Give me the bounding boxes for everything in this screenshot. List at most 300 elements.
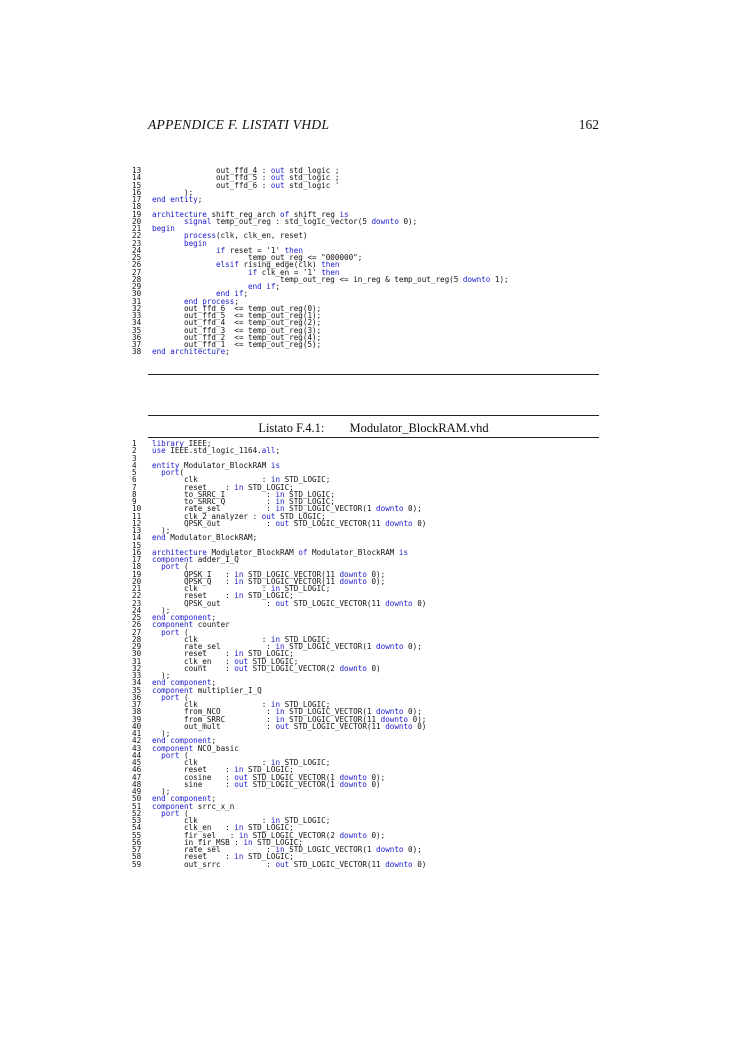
code-token: std_logic ' [284,180,340,190]
caption-label: Listato F.4.1: [258,421,325,435]
code-line [132,781,426,788]
code-keyword: in [270,758,281,767]
line-number: 15 [132,180,142,190]
code-token: STD_LOGIC_VECTOR(2 [248,663,340,673]
code-token: STD_LOGIC; [280,816,331,825]
code-keyword: downto [371,216,399,226]
line-number: 40 [132,721,142,731]
code-token: ( [179,750,189,760]
line-number: 28 [132,634,142,644]
code-listing-modulator [132,440,426,868]
code-token: clk : [152,475,271,485]
code-keyword: is [398,547,409,557]
code-token: ( [179,692,189,702]
code-keyword: downto [380,714,409,724]
line-number: 13 [132,526,142,535]
line-number: 21 [132,224,142,233]
code-keyword: architecture [152,209,207,219]
code-token: 0); [366,576,386,586]
line-number: 36 [132,332,142,342]
line-number: 26 [132,620,142,630]
code-line [132,723,426,730]
code-token: clk : [152,816,271,825]
code-token: rate_sel : [152,504,276,514]
code-keyword: in [270,700,281,709]
code-keyword: downto [385,859,413,869]
code-token: rate_sel : [152,845,276,854]
code-keyword: in [234,576,244,586]
code-token: STD_LOGIC_VECTOR(11 [289,598,386,608]
code-keyword: in [275,845,285,854]
line-number: 7 [132,482,137,492]
code-line [132,447,426,454]
code-listing-shift-reg [132,167,509,356]
code-keyword: out [234,656,249,666]
line-number: 19 [132,569,142,579]
code-token: STD_LOGIC_VECTOR(11 [289,859,386,869]
code-keyword: downto [376,845,404,854]
code-keyword: in [234,852,244,862]
code-keyword: downto [339,779,367,789]
code-keyword: in [234,823,244,833]
line-number: 18 [132,562,142,572]
code-token: reset : [152,649,235,659]
code-token: STD_LOGIC_VECTOR(11 [284,714,381,724]
line-number: 11 [132,511,142,521]
code-token: STD_LOGIC_VECTOR(1 [284,642,377,651]
code-keyword: in [275,504,285,514]
listing-end-rule [148,374,599,375]
line-number: 10 [132,504,142,514]
line-number: 3 [132,453,137,463]
line-number: 15 [132,540,142,550]
code-token: out_ffd_4 <= temp_out_reg(2); [152,318,322,328]
line-number: 8 [132,489,137,499]
code-token: STD_LOGIC_VECTOR(1 [248,779,340,789]
code-token: 0); [366,569,386,579]
code-keyword: downto [339,576,367,586]
chapter-title: APPENDICE F. LISTATI VHDL [148,117,330,132]
line-number: 19 [132,209,142,219]
code-token: out_ffd_3 <= temp_out_reg(3); [152,325,322,335]
line-number: 48 [132,779,142,789]
code-token: 0); [403,504,422,514]
code-keyword: process [184,231,217,241]
code-keyword: downto [376,707,404,717]
line-number: 52 [132,808,142,818]
code-keyword: in [275,714,285,724]
code-token: STD_LOGIC_VECTOR(2 [248,830,340,840]
code-keyword: in [234,569,244,579]
code-keyword: downto [339,772,367,782]
code-token: 0); [398,216,418,226]
code-token: reset : [152,482,235,492]
code-token: 0) [412,518,427,528]
code-token: STD_LOGIC; [280,634,331,644]
code-token: Modulator_BlockRAM [206,547,299,557]
code-token: QPSK_out : [152,598,276,608]
code-token: ; [275,446,281,456]
code-token: 0) [412,859,427,869]
code-keyword: in [243,837,253,847]
code-token: reset : [152,852,235,862]
code-line [132,665,426,672]
code-token: rate_sel : [152,642,276,651]
code-keyword: then [321,267,340,277]
code-token: clk : [152,584,271,593]
code-keyword: entity [152,460,180,470]
code-token: clk_en : [152,823,235,833]
code-token: out_mult : [152,721,276,731]
line-number: 5 [132,468,137,477]
code-keyword: in [234,765,244,775]
code-token: STD_LOGIC_VECTOR(1 [284,504,377,514]
code-token: STD_LOGIC; [252,837,303,847]
code-token: STD_LOGIC; [243,823,294,833]
code-keyword: component [152,743,194,753]
line-number: 9 [132,497,137,506]
code-token: (clk, clk_en, reset) [216,231,308,241]
code-keyword: component [152,620,194,630]
line-number: 17 [132,555,142,564]
code-keyword: in [234,649,244,659]
code-keyword: out [270,166,285,175]
code-token: out_ffd_2 <= temp_out_reg(4); [152,332,322,342]
code-token: ( [179,468,185,477]
code-keyword: port [161,750,180,760]
code-token: ; [211,613,217,622]
code-token: temp_out_reg <= in_reg & temp_out_reg(5 [152,274,463,284]
code-token: clk_en : [152,656,235,666]
code-keyword: then [284,245,303,255]
line-number: 27 [132,267,142,277]
code-token: 0); [403,642,422,651]
code-line [132,348,509,355]
code-keyword: port [161,692,180,702]
code-token: ; [243,289,249,299]
line-number: 26 [132,260,142,270]
code-token: IEEE.std_logic_1164. [165,446,262,456]
line-number: 47 [132,772,142,782]
line-number: 1 [132,439,137,448]
code-token: IEEE; [184,439,212,448]
line-number: 17 [132,195,142,204]
code-keyword: port [161,562,180,572]
code-token: ; [211,794,217,804]
line-number: 35 [132,685,142,695]
code-keyword: in [234,591,244,601]
code-keyword: downto [339,569,367,579]
line-number: 32 [132,303,142,313]
code-token: 1); [490,274,509,284]
code-token: fir_sel : [152,830,239,840]
code-text [152,860,426,869]
code-token: 0) [366,779,381,789]
code-token: STD_LOGIC; [275,511,326,521]
line-number: 49 [132,787,142,796]
line-number: 12 [132,518,142,528]
code-token: ); [152,605,171,615]
code-line [132,196,509,203]
code-token: STD_LOGIC; [280,758,331,767]
code-token: to_SRRC_I : [152,489,276,499]
code-keyword: if [248,267,258,277]
code-keyword: in [238,830,249,840]
code-token: shift_reg_arch [206,209,281,219]
code-token: out_ffd_6 <= temp_out_reg(0); [152,303,322,313]
code-text [152,347,230,356]
code-token: from_SRRC : [152,714,276,724]
code-token: 0); [403,707,422,717]
line-number: 44 [132,750,142,760]
code-token: ; [211,736,217,746]
code-keyword: in [275,707,285,717]
line-number: 41 [132,729,142,738]
code-keyword: end [152,533,166,543]
line-number: 27 [132,627,142,637]
line-number: 20 [132,216,142,226]
code-token: ); [152,526,171,535]
code-keyword: end component [152,794,212,804]
line-number: 24 [132,245,142,255]
code-token: STD_LOGIC_VECTOR(1 [284,845,377,854]
line-number: 28 [132,274,142,284]
code-token: ; [211,678,217,688]
line-number: 13 [132,166,142,175]
line-number: 55 [132,830,142,840]
code-token: clk : [152,758,271,767]
code-token: STD_LOGIC_VECTOR(1 [284,707,377,717]
line-number: 58 [132,852,142,862]
code-keyword: then [321,260,340,270]
code-keyword: end entity [152,195,198,204]
page-header [148,117,599,137]
code-token: QPSK_out : [152,518,276,528]
code-keyword: is [339,209,349,219]
line-number: 33 [132,671,142,680]
line-number: 54 [132,823,142,833]
code-token: out_ffd_5 : [152,173,271,183]
code-keyword: out [275,721,290,731]
code-token: shift_reg [289,209,340,219]
line-number: 21 [132,584,142,593]
code-token: ; [234,296,239,306]
line-number: 23 [132,598,142,608]
code-token: clk_2_analyzer : [152,511,262,521]
code-keyword: out [275,518,290,528]
code-keyword: out [275,598,290,608]
code-keyword: end if [216,289,244,299]
line-number: 36 [132,692,142,702]
code-token: STD_LOGIC; [243,765,294,775]
code-token: std_logic ; [284,173,340,183]
code-token: from_NCO : [152,707,276,717]
code-token: std_logic ; [284,166,340,175]
code-line [132,534,426,541]
line-number: 14 [132,533,142,543]
code-token: 0); [408,714,427,724]
code-keyword: port [161,468,180,477]
code-keyword: downto [385,518,413,528]
code-token: STD_LOGIC_VECTOR(1 [248,772,340,782]
line-number: 53 [132,816,142,825]
line-number: 51 [132,801,142,811]
code-token: ; [197,195,203,204]
code-keyword: elsif [216,260,239,270]
code-keyword: is [270,460,281,470]
code-keyword: if [216,245,226,255]
line-number: 35 [132,325,142,335]
code-token: sine : [152,779,235,789]
code-token: STD_LOGIC; [243,482,294,492]
code-token: out_ffd_6 : [152,180,271,190]
code-keyword: library [152,439,185,448]
code-line [132,218,509,225]
code-keyword: end component [152,613,212,622]
code-keyword: of [298,547,308,557]
line-number: 6 [132,475,137,485]
line-number: 31 [132,656,142,666]
code-keyword: component [152,685,194,695]
code-keyword: in [270,584,281,593]
code-token: 0); [403,845,422,854]
code-token: temp_out_reg : std_logic_vector(5 [211,216,372,226]
code-keyword: in [275,642,285,651]
code-token: STD_LOGIC; [280,475,331,485]
code-keyword: out [275,859,290,869]
line-number: 25 [132,253,142,262]
line-number: 34 [132,318,142,328]
code-keyword: out [270,173,285,183]
code-line [132,600,426,607]
code-keyword: signal [184,216,212,226]
code-keyword: use [152,446,166,456]
code-token: cosine : [152,772,235,782]
line-number: 45 [132,758,142,767]
caption-top-rule [148,415,599,416]
code-keyword: in [270,634,281,644]
code-token: STD_LOGIC_VECTOR(11 [289,518,386,528]
code-keyword: in [275,489,285,499]
line-number: 14 [132,173,142,183]
line-number: 30 [132,289,142,299]
code-keyword: architecture [152,547,207,557]
caption-bottom-rule [148,437,599,438]
line-number: 34 [132,678,142,688]
line-number: 42 [132,736,142,746]
line-number: 22 [132,591,142,601]
line-number: 25 [132,613,142,622]
code-keyword: port [161,627,180,637]
page-number: 162 [578,117,599,132]
code-token: STD_LOGIC; [284,497,335,506]
code-token: ); [152,729,171,738]
line-number: 2 [132,446,137,456]
line-number: 16 [132,187,142,197]
code-keyword: downto [462,274,491,284]
code-token: Modulator_BlockRAM [179,460,271,470]
code-keyword: out [234,663,249,673]
code-keyword: of [280,209,290,219]
code-token: reset = '1' [225,245,285,255]
code-keyword: downto [339,830,367,840]
line-number: 29 [132,642,142,651]
code-keyword: end component [152,736,212,746]
line-number: 38 [132,707,142,717]
code-token: rising_edge(clk) [238,260,322,270]
code-token: QPSK_I : [152,569,235,579]
code-token: multiplier_I_Q [193,685,262,695]
caption-filename: Modulator_BlockRAM.vhd [349,421,489,435]
line-number: 33 [132,311,142,320]
line-number: 30 [132,649,142,659]
code-keyword: downto [376,504,404,514]
code-keyword: end architecture [152,347,226,357]
code-keyword: in [234,482,244,492]
code-keyword: in [270,475,281,485]
line-number: 4 [132,460,137,470]
code-token: ; [225,347,230,357]
code-keyword: out [234,772,249,782]
code-token: out_ffd_1 <= temp_out_reg(5); [152,340,322,349]
code-token: clk_en = '1' [257,267,322,277]
line-number: 23 [132,238,142,248]
line-number: 38 [132,347,142,357]
code-keyword: downto [339,663,367,673]
code-token: clk : [152,700,271,709]
code-token: ( [179,562,189,572]
code-token: out_ffd_5 <= temp_out_reg(1); [152,311,322,320]
line-number: 18 [132,202,142,212]
code-token: reset : [152,591,235,601]
code-token: ; [275,282,281,291]
code-token: STD_LOGIC; [243,591,294,601]
code-keyword: downto [385,598,413,608]
line-number: 22 [132,231,142,241]
code-token: STD_LOGIC_VECTOR(11 [243,576,340,586]
code-token: ); [152,671,171,680]
code-token: temp_out_reg <= "000000"; [152,253,363,262]
code-token: reset : [152,765,235,775]
code-token: 0) [366,663,381,673]
code-token: ); [152,787,171,796]
code-token: STD_LOGIC; [243,649,294,659]
code-keyword: all [261,446,276,456]
code-keyword: downto [376,642,404,651]
code-token: STD_LOGIC; [280,700,331,709]
code-token: STD_LOGIC; [248,656,299,666]
code-token: out_srrc : [152,859,276,869]
code-token: 0) [412,721,427,731]
code-keyword: component [152,555,194,564]
line-number: 39 [132,714,142,724]
code-keyword: in [270,816,281,825]
code-token: 0) [412,598,427,608]
code-keyword: in [275,497,285,506]
code-token: NCO_basic [193,743,239,753]
code-token: in_fir_MSB : [152,837,244,847]
code-keyword: end component [152,678,212,688]
code-token: Modulator_BlockRAM [307,547,399,557]
line-number: 50 [132,794,142,804]
code-token: STD_LOGIC; [243,852,294,862]
code-token: adder_I_Q [193,555,239,564]
line-number: 20 [132,576,142,586]
code-token: counter [193,620,230,630]
code-keyword: downto [385,721,413,731]
line-number: 46 [132,765,142,775]
listing-caption [148,421,599,437]
